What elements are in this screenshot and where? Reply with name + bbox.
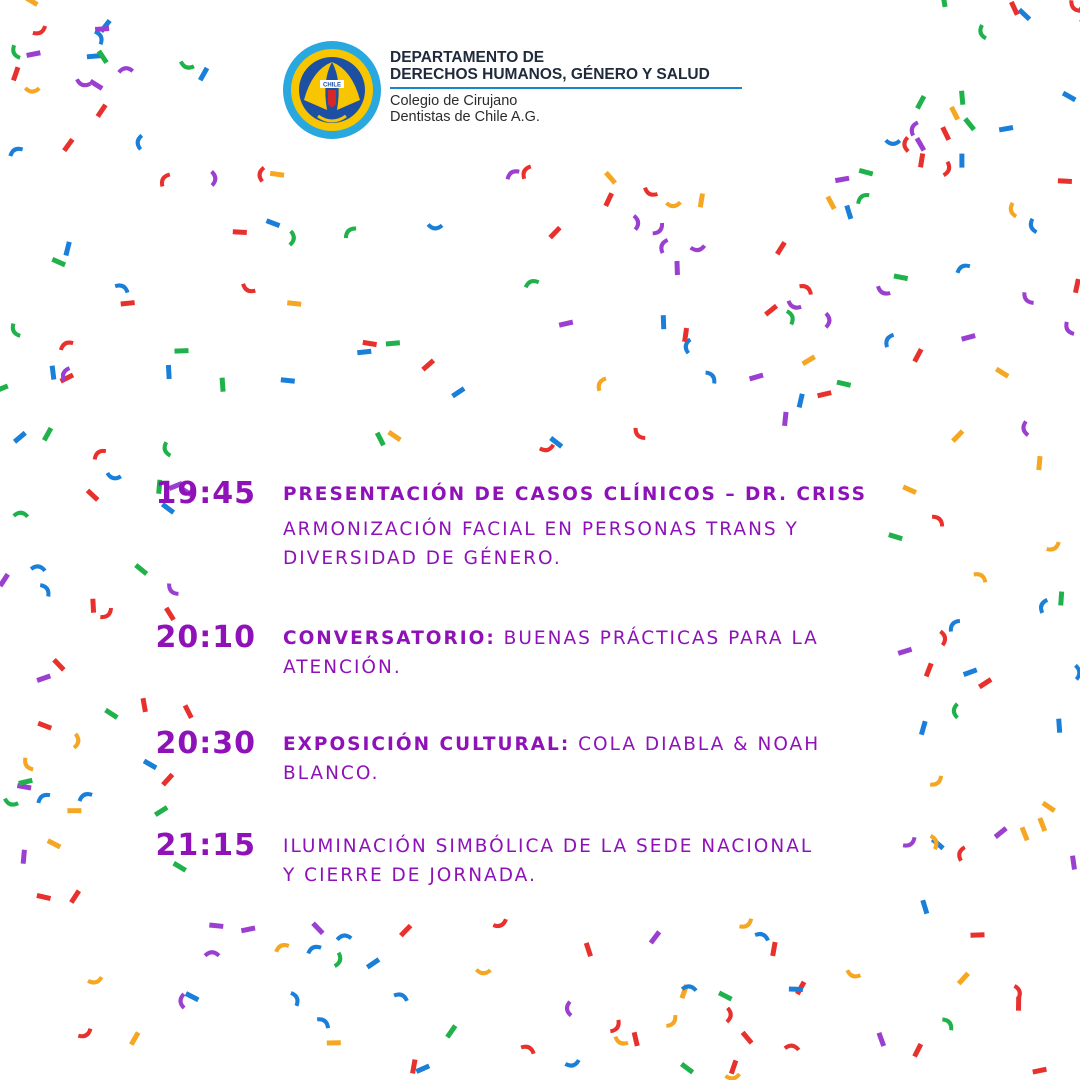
seal-label: CHILE (323, 82, 341, 89)
entry-description (283, 832, 983, 890)
entry-description (283, 624, 983, 682)
entry-lead: CONVERSATORIO: (283, 628, 496, 649)
department-line-1: DEPARTAMENTO DE (390, 49, 545, 66)
department-line-2: DERECHOS HUMANOS, GÉNERO Y SALUD (390, 66, 710, 83)
entry-line-2: ATENCIÓN. (283, 657, 402, 678)
entry-time: 20:10 (155, 620, 256, 655)
entry-time: 19:45 (155, 476, 256, 511)
entry-detail-line-2: DIVERSIDAD DE GÉNERO. (283, 548, 562, 569)
entry-detail-line-1: ARMONIZACIÓN FACIAL EN PERSONAS TRANS Y (283, 519, 799, 540)
college-line-1: Colegio de Cirujano (390, 93, 518, 109)
entry-line-1: ILUMINACIÓN SIMBÓLICA DE LA SEDE NACIONAL (283, 836, 814, 857)
entry-description (283, 480, 983, 573)
entry-rest: BUENAS PRÁCTICAS PARA LA (495, 628, 819, 649)
entry-lead: EXPOSICIÓN CULTURAL: (283, 734, 571, 755)
entry-title: PRESENTACIÓN DE CASOS CLÍNICOS – DR. CRISS (283, 484, 867, 505)
entry-description (283, 730, 983, 788)
college-line-2: Dentistas de Chile A.G. (390, 109, 540, 125)
entry-time: 20:30 (155, 726, 256, 761)
entry-line-1 (283, 624, 983, 653)
entry-line-2: BLANCO. (283, 763, 380, 784)
entry-line-1 (283, 730, 983, 759)
entry-line-2: Y CIERRE DE JORNADA. (283, 865, 537, 886)
entry-rest: COLA DIABLA & NOAH (570, 734, 821, 755)
entry-time: 21:15 (155, 828, 256, 863)
